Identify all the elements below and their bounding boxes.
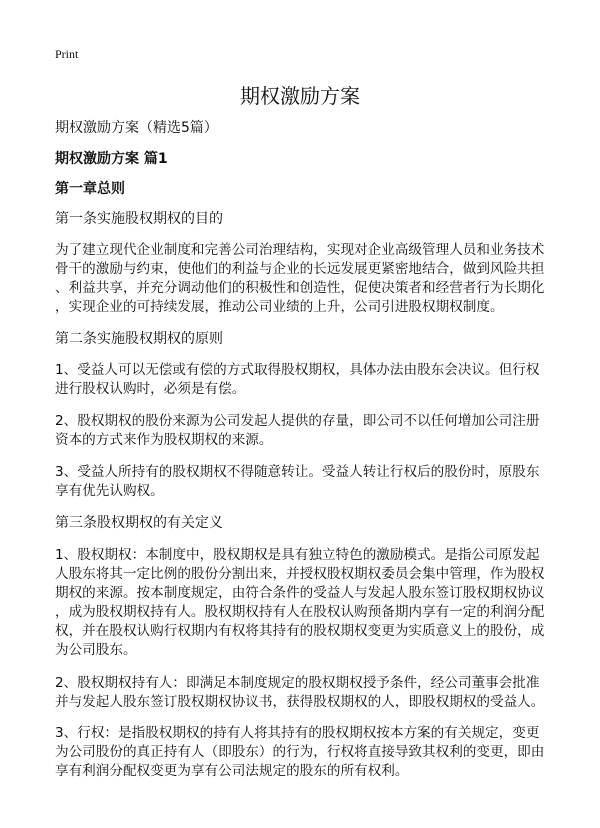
article1-heading: 第一条实施股权期权的目的 [55, 211, 223, 227]
line: 并与发起人股东签订股权期权协议书，获得股权期权的人，即股权期权的受益人。 [55, 694, 545, 710]
line: 进行股权认购时，必须是有偿。 [55, 381, 246, 397]
subtitle: 期权激励方案（精选5篇） [55, 120, 218, 136]
line: ，实现企业的可持续发展，推动公司业绩的上升，公司引进股权期权制度。 [55, 299, 504, 315]
line: 3、行权：是指股权期权的持有人将其持有的股权期权按本方案的有关规定，变更 [55, 725, 540, 741]
line: 为公司股份的真正持有人（即股东）的行为，行权将直接导致其权利的变更，即由 [55, 744, 545, 760]
chapter-heading: 第一章总则 [55, 181, 125, 197]
page-title: 期权激励方案 [240, 84, 360, 108]
article3-heading: 第三条股权期权的有关定义 [55, 515, 223, 531]
print-link[interactable]: Print [55, 47, 79, 61]
article2-item [55, 463, 555, 501]
line: 期权的来源。按本制度规定，由符合条件的受益人与发起人股东签订股权期权协议 [55, 585, 545, 601]
line: 3、受益人所持有的股权期权不得随意转让。受益人转让行权后的股份时，原股东 [55, 464, 540, 480]
line: 资本的方式来作为股权期权的来源。 [55, 432, 273, 448]
line: 2、股权期权持有人：即满足本制度规定的股权期权授予条件，经公司董事会批准 [55, 675, 540, 691]
article2-heading: 第二条实施股权期权的原则 [55, 331, 223, 347]
article2-item [55, 361, 555, 399]
line: 享有优先认购权。 [55, 483, 164, 499]
line: 骨干的激励与约束，使他们的利益与企业的长远发展更紧密地结合，做到风险共担 [55, 261, 545, 277]
line: ，成为股权期权持有人。股权期权持有人在股权认购预备期内享有一定的利润分配 [55, 604, 545, 620]
line: 1、股权期权：本制度中，股权期权是具有独立特色的激励模式。是指公司原发起 [55, 547, 540, 563]
article3-item [55, 546, 555, 660]
line: 、利益共享，并充分调动他们的积极性和创造性，促使决策者和经营者行为长期化 [55, 280, 545, 296]
line: 享有利润分配权变更为享有公司法规定的股东的所有权利。 [55, 763, 409, 779]
line: 为公司股东。 [55, 642, 137, 658]
line: 2、股权期权的股份来源为公司发起人提供的存量，即公司不以任何增加公司注册 [55, 413, 540, 429]
line: 1、受益人可以无偿或有偿的方式取得股权期权，具体办法由股东会决议。但行权 [55, 362, 540, 378]
section-title: 期权激励方案 篇1 [55, 151, 168, 167]
line: 权，并在股权认购行权期内有权将其持有的股权期权变更为实质意义上的股份，成 [55, 623, 545, 639]
line: 人股东将其一定比例的股份分割出来，并授权股权期权委员会集中管理，作为股权 [55, 566, 545, 582]
line: 为了建立现代企业制度和完善公司治理结构，实现对企业高级管理人员和业务技术 [55, 242, 545, 258]
article3-item [55, 674, 555, 712]
article1-paragraph [55, 241, 555, 317]
article3-item [55, 724, 555, 781]
article2-item [55, 412, 555, 450]
